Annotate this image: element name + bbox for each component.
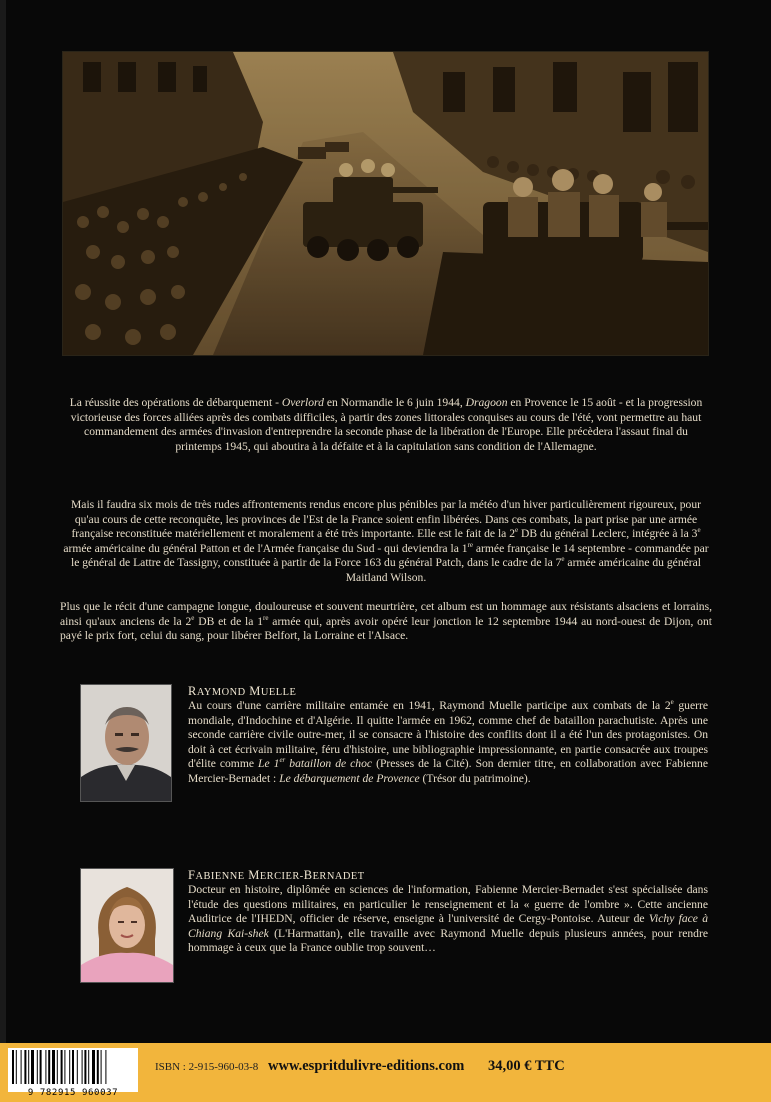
name-initial: B bbox=[303, 868, 313, 882]
author-portrait-raymond-muelle bbox=[80, 684, 172, 802]
price-label: 34,00 € TTC bbox=[488, 1058, 565, 1074]
intro-paragraph-2 bbox=[60, 498, 712, 586]
sepia-photo-illustration bbox=[63, 52, 708, 355]
author-name-raymond-muelle bbox=[188, 684, 296, 699]
superscript: e bbox=[191, 613, 195, 622]
text-span: DB du général Leclerc, intégrée à la 3 bbox=[518, 527, 698, 541]
text-span: armée américaine du général Patton et de l'Armée française du Sud - qui deviendra la 1 bbox=[63, 541, 468, 555]
text-span: Docteur en histoire, diplômée en sciences de l'information, Fabienne Mercier-Bernadet s'est spécialisée dans l'étude des questions militaires, en particulier le renseignement et la « guerre de l'ombre ». Cette ancienne Auditrice de l'IHEDN, officier de réserve, enseigne à l'université de Cergy-Pontoise. Auteur de bbox=[188, 883, 708, 926]
name-smallcaps: ERNADET bbox=[312, 871, 365, 882]
tank-parade-photo bbox=[62, 51, 709, 356]
italic-overlord: Overlord bbox=[281, 396, 324, 409]
superscript: re bbox=[263, 613, 269, 622]
superscript: e bbox=[697, 526, 701, 535]
superscript: e bbox=[670, 698, 674, 707]
author-portrait-fabienne-mercier-bernadet bbox=[80, 868, 174, 983]
author-bio-raymond-muelle bbox=[188, 699, 708, 787]
intro-paragraph-1 bbox=[60, 396, 712, 454]
text-span: La réussite des opérations de débarquement - bbox=[69, 396, 282, 409]
text-span: Mais il faudra six mois de très rudes affrontements rendus encore plus pénibles par la météo d'un hiver particulièrement rigoureux, pour qu'au cours de cette reconquête, les provinces de l'Est de la France soient enfin libérées. Dans ces combats, la part prise par une armée française reconstituée matériellement et moralement a été très importante. Elle est le fait de la 2 bbox=[70, 498, 701, 541]
barcode-icon bbox=[8, 1048, 138, 1088]
text-span: Au cours d'une carrière militaire entamée en 1941, Raymond Muelle participe aux combats de la 2 bbox=[188, 699, 671, 712]
text-span: Le 1 bbox=[258, 757, 280, 771]
name-initial: R bbox=[188, 684, 197, 698]
name-smallcaps: UELLE bbox=[260, 687, 297, 698]
name-initial: F bbox=[188, 868, 196, 882]
text-span: en Provence le 15 août - et la progression victorieuse des forces alliées après des combats difficiles, à partir des zones littorales conquises au cours de l'été, vont permettre au haut commandement des armées d'invasion d'entreprendre la seconde phase de la libération de l'Europe. Elle précèdera l'assaut final du printemps 1945, qui aboutira à la défaite et à la capitulation sans condition de l'Allemagne. bbox=[70, 396, 703, 453]
name-initial: M bbox=[249, 684, 261, 698]
text-span: bataillon de choc bbox=[285, 757, 373, 771]
text-span: Plus que le récit d'une campagne longue, douloureuse et souvent meurtrière, cet album est un hommage aux résistants alsaciens et lorrains, ainsi qu'aux anciens de la 2 bbox=[60, 600, 712, 628]
text-span: en Normandie le 6 juin 1944, bbox=[323, 396, 466, 409]
name-smallcaps: AYMOND bbox=[196, 687, 246, 698]
text-span: armée française le 14 septembre - commandée par le général de Lattre de Tassigny, constituée à partir de la Force 163 du général Patch, dans le cadre de la 7 bbox=[70, 541, 709, 570]
isbn-text: ISBN : 2-915-960-03-8 bbox=[155, 1061, 259, 1073]
author-bio-fabienne-mercier-bernadet bbox=[188, 883, 708, 956]
text-span: (Presses de la Cité). Son dernier titre, en collaboration avec Fabienne Mercier-Bernadet : bbox=[188, 757, 708, 785]
superscript: re bbox=[467, 540, 473, 549]
italic-book-title: Le débarquement de Provence bbox=[279, 771, 420, 785]
superscript: e bbox=[561, 555, 565, 564]
text-span: DB et de la 1 bbox=[194, 614, 264, 628]
text-span: armée américaine du général Maitland Wilson. bbox=[345, 556, 701, 584]
italic-book-title: Vichy face à Chiang Kai-shek bbox=[188, 912, 709, 940]
italic-dragoon: Dragoon bbox=[465, 396, 508, 409]
author-name-fabienne-mercier-bernadet bbox=[188, 868, 365, 883]
text-span: (L'Harmattan), elle travaille avec Raymond Muelle depuis plusieurs années, pour rendre hommage à ceux que la France oublie trop souvent… bbox=[188, 926, 708, 955]
name-smallcaps: ABIENNE bbox=[195, 871, 245, 882]
man-portrait-icon bbox=[81, 685, 171, 801]
superscript: er bbox=[279, 756, 286, 765]
italic-book-title bbox=[258, 757, 372, 770]
barcode-number: 9 782915 960037 bbox=[27, 1088, 119, 1098]
text-span: guerre mondiale, d'Indochine et d'Algérie. Il quitte l'armée en 1962, comme chef de bataillon parachutiste. Après une seconde carrière civile outre-mer, il se consacre à l'histoire des conflits dont il a été l'un des protagonistes. On doit à cet écrivain militaire, féru d'histoire, une bibliographie impressionnante, en partie consacrée aux troupes d'élite comme bbox=[188, 699, 708, 771]
name-smallcaps: ERCIER- bbox=[259, 871, 304, 882]
text-span: armée qui, après avoir opéré leur jonction le 12 septembre 1944 au nord-ouest de Dijon, ont payé le prix fort, celui du sang, pour libérer Belfort, la Lorraine et l'Alsace. bbox=[60, 614, 712, 643]
text-span: (Trésor du patrimoine). bbox=[419, 771, 531, 785]
intro-paragraph-3 bbox=[60, 600, 712, 644]
publisher-website-link[interactable]: www.espritdulivre-editions.com bbox=[268, 1058, 465, 1074]
woman-portrait-icon bbox=[81, 869, 173, 982]
barcode bbox=[8, 1048, 138, 1092]
superscript: e bbox=[515, 526, 519, 535]
name-initial: M bbox=[248, 868, 260, 882]
